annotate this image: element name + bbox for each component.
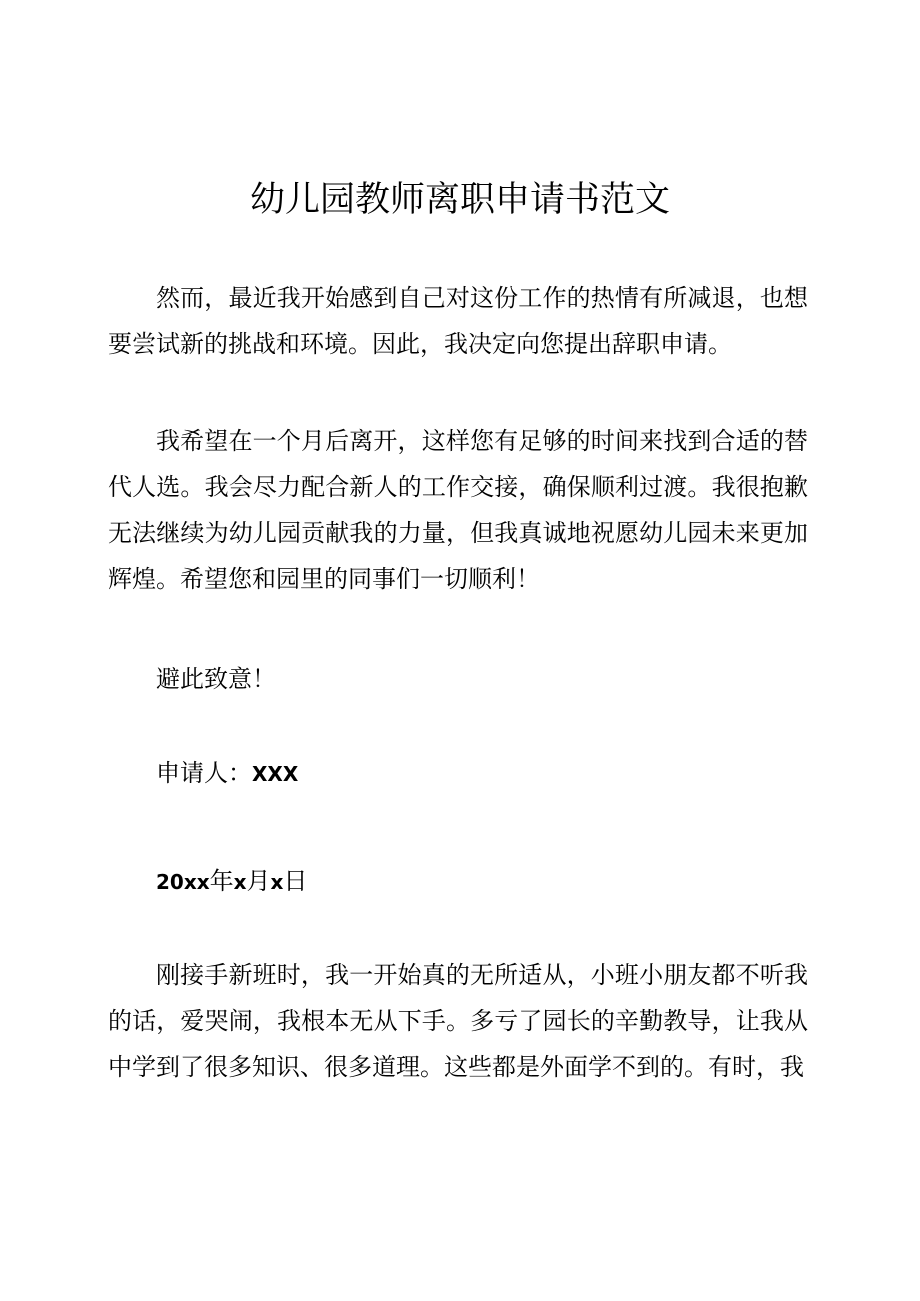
date-year: 20xx: [156, 870, 210, 894]
date-day-unit: 日: [283, 867, 308, 895]
applicant-label: 申请人：: [156, 759, 252, 787]
paragraph-resignation-reason: 然而，最近我开始感到自己对这份工作的热情有所减退，也想要尝试新的挑战和环境。因此，我决定向您提出辞职申请。: [108, 284, 808, 358]
applicant-line: [156, 750, 298, 797]
closing-salutation: 避此致意！: [156, 665, 276, 693]
applicant-name: XXX: [252, 762, 299, 786]
date-day: x: [270, 870, 284, 894]
date-year-unit: 年: [209, 867, 234, 895]
date-month-unit: 月: [246, 867, 271, 895]
paragraph-experience: 刚接手新班时，我一开始真的无所适从，小班小朋友都不听我的话，爱哭闹，我根本无从下手。多亏了园长的辛勤教导，让我从中学到了很多知识、很多道理。这些都是外面学不到的。有时，我: [108, 961, 808, 1081]
date-month: x: [233, 870, 247, 894]
date-line: [156, 858, 307, 905]
document-title: 幼儿园教师离职申请书范文: [249, 180, 670, 220]
paragraph-departure-plan: 我希望在一个月后离开，这样您有足够的时间来找到合适的替代人选。我会尽力配合新人的工作交接，确保顺利过渡。我很抱歉无法继续为幼儿园贡献我的力量，但我真诚地祝愿幼儿园未来更加辉煌。希望您和园里的同事们一切顺利！: [108, 427, 808, 593]
